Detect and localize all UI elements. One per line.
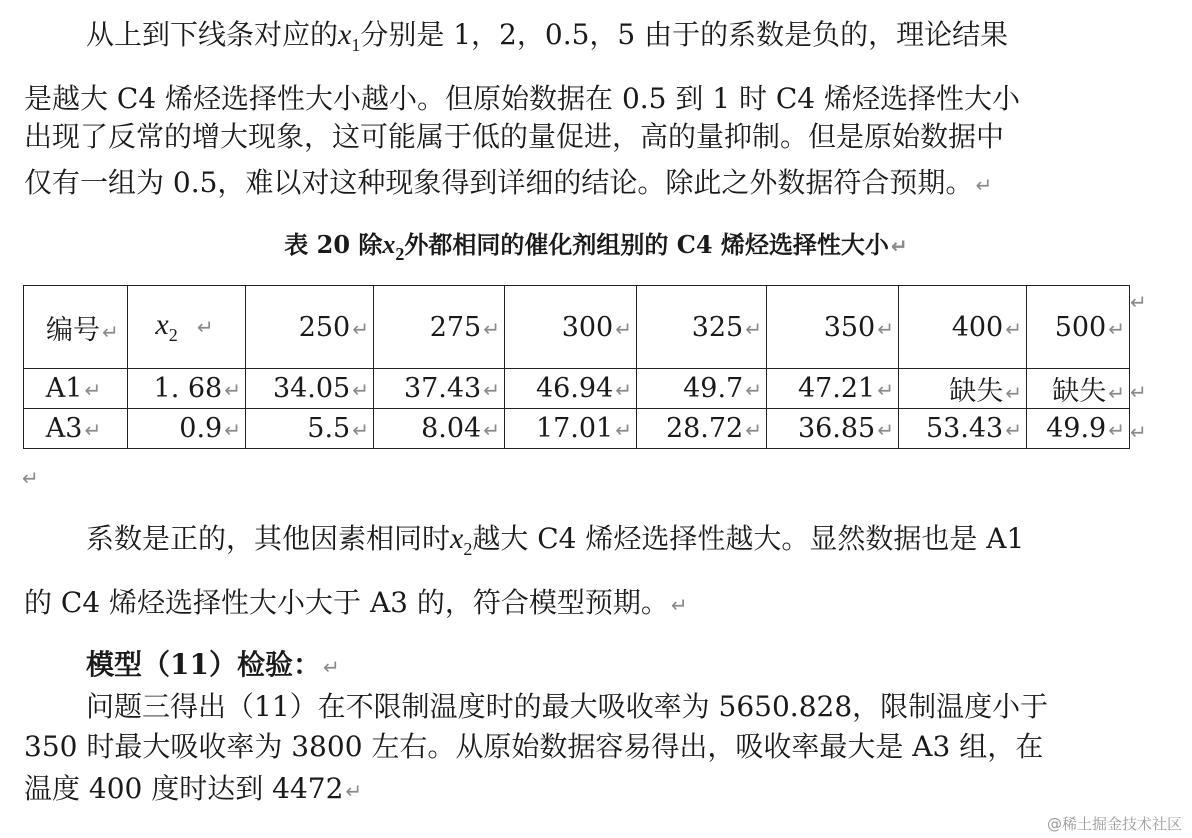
- paragraph3-line1: 问题三得出（11）在不限制温度时的最大吸收率为 5650.828，限制温度小于: [86, 690, 1049, 723]
- header-cell-id: 编号 ↵: [24, 286, 128, 369]
- paragraph1-line2: 是越大 C4 烯烃选择性大小越小。但原始数据在 0.5 到 1 时 C4 烯烃选择性大小: [24, 82, 1021, 115]
- paragraph1-line1: [86, 18, 1008, 62]
- paragraph-mark-icon: ↵: [975, 173, 993, 197]
- row-end-mark-icon: ↵: [1130, 290, 1147, 314]
- paragraph1-line1-text-a: 从上到下线条对应的: [86, 18, 339, 51]
- variable-x2: $x_2$: [450, 522, 473, 559]
- cell-value: 8.04 ↵: [374, 409, 505, 449]
- section-heading: 模型（11）检验： ↵: [86, 648, 340, 681]
- paragraph1-line1-text-b: 分别是 1，2，0.5，5 由于的系数是负的，理论结果: [360, 18, 1009, 51]
- cell-value: 5.5 ↵: [246, 409, 374, 449]
- cell-value: 34.05 ↵: [246, 369, 374, 409]
- table-row: [24, 409, 1130, 449]
- row-end-mark-icon: ↵: [1130, 420, 1147, 444]
- table-row: [24, 369, 1130, 409]
- cell-value: 28.72 ↵: [637, 409, 767, 449]
- header-cell-temp: 350 ↵: [767, 286, 899, 369]
- header-cell-x2: $x_2$ ↵: [128, 286, 246, 369]
- header-cell-temp: 250 ↵: [246, 286, 374, 369]
- cell-value: 49.9 ↵: [1027, 409, 1130, 449]
- paragraph-mark-icon: ↵: [890, 234, 908, 258]
- cell-id: A3 ↵: [24, 409, 128, 449]
- variable-x2: $x_2$: [382, 230, 405, 264]
- row-end-mark-icon: ↵: [1130, 380, 1147, 404]
- paragraph-mark-icon: ↵: [670, 593, 688, 617]
- cell-value: 46.94 ↵: [505, 369, 637, 409]
- header-cell-temp: 400 ↵: [899, 286, 1027, 369]
- data-table: [23, 285, 1130, 449]
- header-cell-temp: 500 ↵: [1027, 286, 1130, 369]
- cell-value: 47.21 ↵: [767, 369, 899, 409]
- table-caption: 表 20 除$x_2$外都相同的催化剂组别的 C4 烯烃选择性大小 ↵: [284, 230, 908, 264]
- header-cell-temp: 275 ↵: [374, 286, 505, 369]
- cell-value: 36.85 ↵: [767, 409, 899, 449]
- variable-x1: $x_1$: [338, 18, 361, 55]
- cell-x2: 1. 68 ↵: [128, 369, 246, 409]
- header-cell-temp: 325 ↵: [637, 286, 767, 369]
- cell-x2: 0.9 ↵: [128, 409, 246, 449]
- paragraph1-line4: 仅有一组为 0.5，难以对这种现象得到详细的结论。除此之外数据符合预期。 ↵: [24, 166, 993, 199]
- cell-id: A1 ↵: [24, 369, 128, 409]
- paragraph3-line3: 温度 400 度时达到 4472 ↵: [24, 772, 363, 805]
- paragraph2-line2: 的 C4 烯烃选择性大小大于 A3 的，符合模型预期。 ↵: [24, 586, 688, 619]
- table-header-row: [24, 286, 1130, 369]
- cell-value: 49.7 ↵: [637, 369, 767, 409]
- cell-value: 37.43 ↵: [374, 369, 505, 409]
- cell-value: 缺失 ↵: [899, 369, 1027, 409]
- paragraph2-line1: 系数是正的，其他因素相同时$x_2$越大 C4 烯烃选择性越大。显然数据也是 A1: [86, 522, 1025, 559]
- paragraph1-line3: 出现了反常的增大现象，这可能属于低的量促进，高的量抑制。但是原始数据中: [24, 120, 1005, 153]
- cell-value: 53.43 ↵: [899, 409, 1027, 449]
- paragraph-mark-icon: ↵: [22, 466, 39, 490]
- cell-value: 缺失 ↵: [1027, 369, 1130, 409]
- paragraph3-line2: 350 时最大吸收率为 3800 左右。从原始数据容易得出，吸收率最大是 A3 组，在: [24, 730, 1044, 763]
- cell-value: 17.01 ↵: [505, 409, 637, 449]
- header-cell-temp: 300 ↵: [505, 286, 637, 369]
- paragraph-mark-icon: ↵: [322, 655, 340, 679]
- paragraph-mark-icon: ↵: [345, 779, 363, 803]
- watermark: @稀土掘金技术社区: [1046, 815, 1182, 833]
